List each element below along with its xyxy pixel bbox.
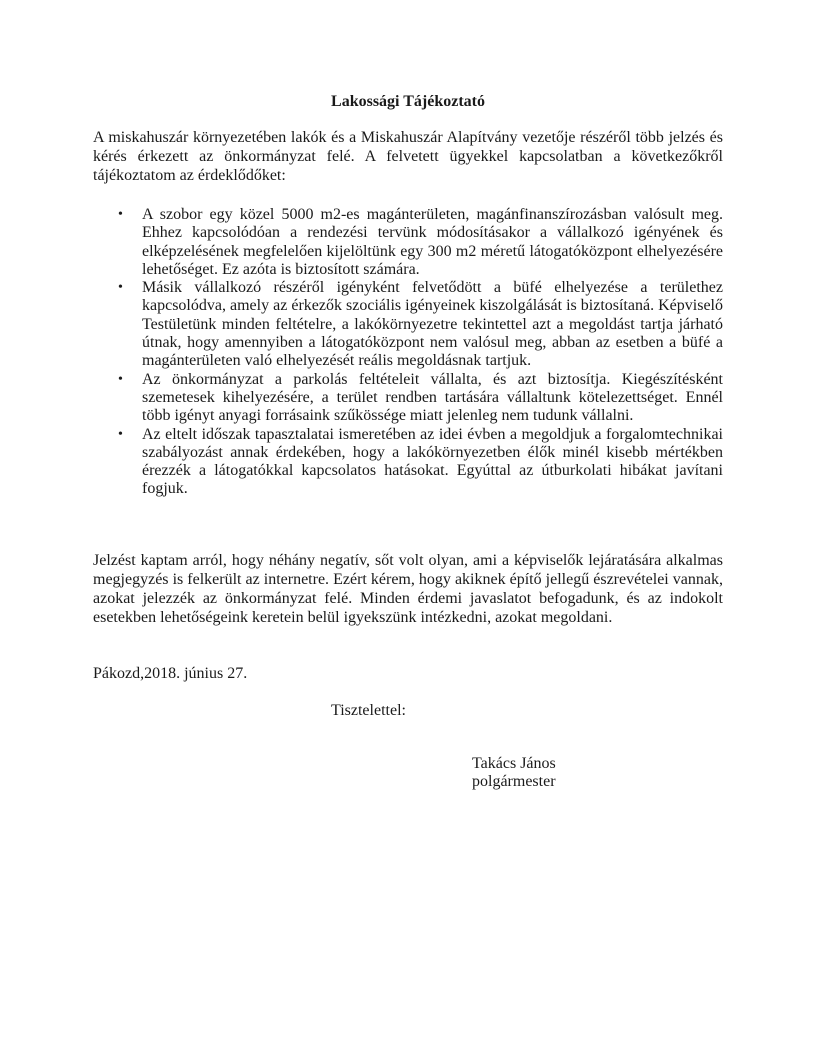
- signer-name: Takács János: [472, 755, 556, 772]
- list-item-text: Másik vállalkozó részéről igényként felvetődött a büfé elhelyezése a területhez kapcsolódva, amely az érkezők szociális igényeinek kiszolgálását is biztosítaná. Képviselő Testületünk minden feltételre, a lakókörnyezetre tekintettel azt a megoldást tartja járható útnak, hogy amennyiben a látogatóközpont nem valósul meg, abban az esetben a büfé a magánterületen való elhelyezését reális megoldásnak tartjuk.: [142, 279, 723, 370]
- list-item: [93, 371, 723, 426]
- document-title: Lakossági Tájékoztató: [331, 93, 485, 110]
- bullet-icon: •: [118, 426, 123, 442]
- list-item-text: Az eltelt időszak tapasztalatai ismeretében az idei évben a megoldjuk a forgalomtechnikai szabályozást annak érdekében, hogy a lakókörnyezetben élők minél kisebb mértékben érezzék a látogatókkal kapcsolatos hatásokat. Egyúttal az útburkolati hibákat javítani fogjuk.: [142, 425, 723, 498]
- closing-paragraph: Jelzést kaptam arról, hogy néhány negatív, sőt volt olyan, ami a képviselők lejáratására alkalmas megjegyzés is felkerült az internetre. Ezért kérem, hogy akiknek építő jellegű észrevételei vannak, azokat jelezzék az önkormányzat felé. Minden érdemi javaslatot befogadunk, és az indokolt esetekben lehetőségeink keretein belül igyekszünk intézkedni, azokat megoldani.: [93, 552, 723, 626]
- signature-block: [472, 755, 556, 791]
- list-item-text: Az önkormányzat a parkolás feltételeit vállalta, és azt biztosítja. Kiegészítésként szemetesek kihelyezésére, a terület rendben tartására vállaltunk kötelezettséget. Ennél több igényt anyagi forrásaink szűkössége miatt jelenleg nem tudunk vállalni.: [142, 370, 723, 425]
- signer-title: polgármester: [472, 773, 556, 790]
- list-item-text: A szobor egy közel 5000 m2-es magánterületen, magánfinanszírozásban valósult meg. Ehhez kapcsolódóan a rendezési tervünk módosításakor a vállalkozó igényének és elképzelésének megfelelően kijelöltünk egy 300 m2 méretű látogatóközpont elhelyezésére lehetőséget. Ez azóta is biztosított számára.: [142, 206, 723, 278]
- place-date: Pákozd,2018. június 27.: [93, 665, 248, 682]
- intro-paragraph: A miskahuszár környezetében lakók és a Miskahuszár Alapítvány vezetője részéről több jelzés és kérés érkezett az önkormányzat felé. A felvetett ügyekkel kapcsolatban a következőkről tájékoztatom az érdeklődőket:: [93, 129, 723, 184]
- list-item: [93, 206, 723, 279]
- bullet-icon: •: [118, 280, 123, 296]
- bullet-icon: •: [118, 371, 123, 387]
- bullet-list: [93, 206, 723, 499]
- document-page: [93, 0, 723, 1056]
- list-item: [93, 279, 723, 370]
- bullet-icon: •: [118, 207, 123, 222]
- list-item: [93, 426, 723, 499]
- greeting: Tisztelettel:: [331, 702, 406, 719]
